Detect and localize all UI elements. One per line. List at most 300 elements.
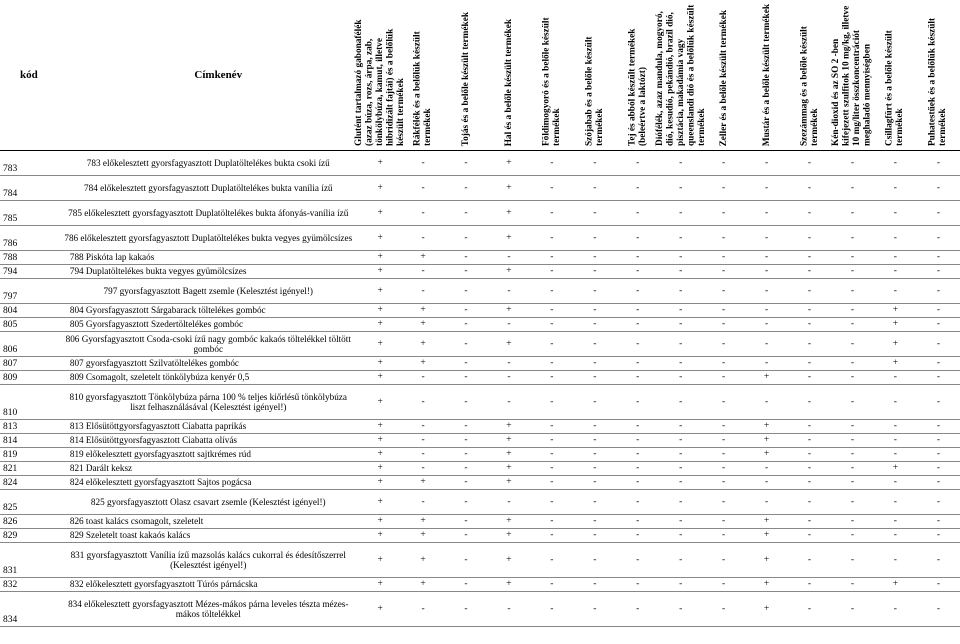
allergen-mark: - xyxy=(831,151,874,176)
allergen-mark: - xyxy=(874,265,917,279)
allergen-mark: - xyxy=(745,279,788,304)
allergen-mark: + xyxy=(487,448,530,462)
row-code: 794 xyxy=(0,265,58,279)
allergen-mark: - xyxy=(702,279,745,304)
allergen-mark: - xyxy=(573,265,616,279)
allergen-mark: + xyxy=(487,515,530,529)
table-row xyxy=(0,462,960,476)
allergen-mark: - xyxy=(487,318,530,332)
allergen-mark: - xyxy=(702,385,745,420)
row-code: 813 xyxy=(0,420,58,434)
allergen-mark: + xyxy=(874,318,917,332)
header-allergen-wrap xyxy=(530,0,573,150)
table-row xyxy=(0,592,960,627)
row-code: 804 xyxy=(0,304,58,318)
row-label: 819 előkelesztett gyorsfagyasztott sajtkrémes rúd xyxy=(58,448,359,462)
allergen-mark: - xyxy=(616,357,659,371)
row-label: 805 Gyorsfagyasztott Szedertöltelékes gombóc xyxy=(58,318,359,332)
allergen-mark: - xyxy=(659,201,702,226)
allergen-mark: - xyxy=(616,151,659,176)
allergen-mark: - xyxy=(917,176,960,201)
allergen-mark: + xyxy=(745,434,788,448)
allergen-mark: - xyxy=(616,251,659,265)
allergen-mark: - xyxy=(831,578,874,592)
allergen-mark: - xyxy=(659,318,702,332)
allergen-mark: - xyxy=(402,226,445,251)
allergen-mark: - xyxy=(573,251,616,265)
allergen-mark: - xyxy=(616,318,659,332)
allergen-mark: - xyxy=(445,279,488,304)
allergen-mark: - xyxy=(745,385,788,420)
allergen-mark: + xyxy=(359,176,402,201)
allergen-mark: + xyxy=(487,420,530,434)
allergen-mark: - xyxy=(874,176,917,201)
allergen-mark: - xyxy=(445,420,488,434)
allergen-mark: + xyxy=(402,476,445,490)
allergen-mark: - xyxy=(616,462,659,476)
allergen-mark: - xyxy=(831,265,874,279)
allergen-mark: - xyxy=(530,251,573,265)
allergen-mark: + xyxy=(359,420,402,434)
allergen-mark: - xyxy=(874,151,917,176)
header-allergen-wrap xyxy=(487,0,530,150)
row-code: 805 xyxy=(0,318,58,332)
header-row xyxy=(0,0,960,151)
allergen-mark: - xyxy=(530,578,573,592)
row-code: 784 xyxy=(0,176,58,201)
allergen-mark: - xyxy=(874,592,917,627)
allergen-mark: - xyxy=(530,318,573,332)
header-allergen-wrap xyxy=(402,0,445,150)
header-allergen-8 xyxy=(654,0,707,151)
allergen-mark: - xyxy=(745,357,788,371)
header-cimkenev: Címkenév xyxy=(58,0,359,151)
header-allergen-label: Földimogyoró és a belőle készült termékek xyxy=(541,17,562,146)
allergen-mark: - xyxy=(788,578,831,592)
allergen-mark: - xyxy=(659,332,702,357)
allergen-mark: - xyxy=(788,476,831,490)
allergen-mark: - xyxy=(788,490,831,515)
allergen-mark: + xyxy=(359,304,402,318)
allergen-mark: - xyxy=(659,529,702,543)
header-allergen-12 xyxy=(831,0,874,151)
allergen-mark: - xyxy=(616,448,659,462)
allergen-mark: - xyxy=(702,304,745,318)
row-code: 814 xyxy=(0,434,58,448)
row-code: 821 xyxy=(0,462,58,476)
allergen-mark: - xyxy=(573,529,616,543)
allergen-mark: - xyxy=(616,385,659,420)
allergen-mark: - xyxy=(788,304,831,318)
allergen-mark: - xyxy=(788,279,831,304)
allergen-mark: - xyxy=(530,226,573,251)
allergen-mark: - xyxy=(831,332,874,357)
allergen-mark: - xyxy=(788,151,831,176)
allergen-mark: + xyxy=(359,476,402,490)
allergen-mark: - xyxy=(530,543,573,578)
allergen-mark: - xyxy=(616,420,659,434)
allergen-mark: - xyxy=(831,476,874,490)
allergen-mark: - xyxy=(573,332,616,357)
allergen-mark: - xyxy=(831,420,874,434)
allergen-mark: - xyxy=(874,476,917,490)
row-label: 814 Elősütöttgyorsfagyasztott Ciabatta olívás xyxy=(58,434,359,448)
row-label: 784 előkelesztett gyorsfagyasztott Duplatöltelékes bukta vanília ízű xyxy=(58,176,359,201)
row-label: 804 Gyorsfagyasztott Sárgabarack töltelékes gombóc xyxy=(58,304,359,318)
row-label: 807 gyorsfagyasztott Szilvatöltelékes gombóc xyxy=(58,357,359,371)
allergen-mark: - xyxy=(530,201,573,226)
allergen-mark: + xyxy=(745,578,788,592)
allergen-mark: - xyxy=(917,332,960,357)
allergen-mark: - xyxy=(745,490,788,515)
allergen-mark: - xyxy=(616,490,659,515)
allergen-mark: - xyxy=(917,226,960,251)
allergen-mark: - xyxy=(616,434,659,448)
allergen-mark: - xyxy=(831,385,874,420)
allergen-mark: - xyxy=(831,318,874,332)
allergen-mark: - xyxy=(788,420,831,434)
allergen-mark: - xyxy=(445,476,488,490)
allergen-mark: - xyxy=(445,332,488,357)
allergen-mark: + xyxy=(359,226,402,251)
header-allergen-7 xyxy=(616,0,659,151)
allergen-mark: + xyxy=(487,332,530,357)
allergen-mark: - xyxy=(702,448,745,462)
allergen-mark: - xyxy=(659,226,702,251)
allergen-mark: + xyxy=(487,543,530,578)
allergen-mark: - xyxy=(402,201,445,226)
row-label: 813 Elősütöttgyorsfagyasztott Ciabatta paprikás xyxy=(58,420,359,434)
allergen-mark: - xyxy=(702,151,745,176)
row-code: 783 xyxy=(0,151,58,176)
allergen-mark: - xyxy=(788,357,831,371)
allergen-mark: - xyxy=(573,201,616,226)
row-code: 810 xyxy=(0,385,58,420)
header-allergen-wrap xyxy=(788,0,831,150)
allergen-mark: - xyxy=(788,201,831,226)
allergen-mark: - xyxy=(917,515,960,529)
row-label: 786 előkelesztett gyorsfagyasztott Duplatöltelékes bukta vegyes gyümölcsízes xyxy=(58,226,359,251)
allergen-mark: - xyxy=(530,265,573,279)
allergen-mark: + xyxy=(359,151,402,176)
allergen-mark: - xyxy=(702,529,745,543)
header-allergen-6 xyxy=(573,0,616,151)
table-row xyxy=(0,332,960,357)
allergen-mark: - xyxy=(831,490,874,515)
allergen-mark: - xyxy=(874,543,917,578)
allergen-mark: - xyxy=(616,543,659,578)
allergen-mark: - xyxy=(917,448,960,462)
row-label: 788 Piskóta lap kakaós xyxy=(58,251,359,265)
allergen-mark: - xyxy=(788,332,831,357)
allergen-mark: - xyxy=(702,515,745,529)
allergen-mark: - xyxy=(616,201,659,226)
allergen-mark: - xyxy=(573,151,616,176)
allergen-mark: - xyxy=(659,176,702,201)
allergen-mark: - xyxy=(487,357,530,371)
allergen-mark: - xyxy=(616,578,659,592)
allergen-mark: - xyxy=(530,304,573,318)
allergen-mark: + xyxy=(487,434,530,448)
allergen-mark: - xyxy=(917,420,960,434)
table-row xyxy=(0,385,960,420)
header-allergen-label: Szójabab és a belőle készült termékek xyxy=(584,36,605,146)
allergen-mark: + xyxy=(874,304,917,318)
allergen-mark: - xyxy=(831,434,874,448)
allergen-mark: + xyxy=(745,592,788,627)
header-allergen-wrap xyxy=(831,0,874,150)
header-allergen-wrap xyxy=(745,0,788,150)
allergen-mark: - xyxy=(573,543,616,578)
table-row xyxy=(0,434,960,448)
header-allergen-14 xyxy=(917,0,960,151)
allergen-mark: - xyxy=(616,265,659,279)
allergen-mark: - xyxy=(702,251,745,265)
allergen-mark: - xyxy=(831,304,874,318)
allergen-mark: - xyxy=(616,371,659,385)
allergen-mark: - xyxy=(445,371,488,385)
header-allergen-11 xyxy=(788,0,831,151)
allergen-mark: - xyxy=(487,279,530,304)
allergen-mark: - xyxy=(445,151,488,176)
table-row xyxy=(0,201,960,226)
row-code: 807 xyxy=(0,357,58,371)
allergen-mark: - xyxy=(445,357,488,371)
allergen-mark: - xyxy=(445,304,488,318)
allergen-mark: - xyxy=(917,251,960,265)
allergen-mark: - xyxy=(616,592,659,627)
allergen-mark: - xyxy=(702,226,745,251)
allergen-mark: + xyxy=(745,529,788,543)
header-allergen-5 xyxy=(530,0,573,151)
table-row xyxy=(0,265,960,279)
row-code: 824 xyxy=(0,476,58,490)
allergen-mark: - xyxy=(402,420,445,434)
allergen-mark: - xyxy=(659,279,702,304)
allergen-mark: - xyxy=(917,201,960,226)
row-label: 785 előkelesztett gyorsfagyasztott Duplatöltelékes bukta áfonyás-vanília ízű xyxy=(58,201,359,226)
row-label: 829 Szeletelt toast kakaós kalács xyxy=(58,529,359,543)
allergen-mark: - xyxy=(445,462,488,476)
row-code: 826 xyxy=(0,515,58,529)
allergen-mark: + xyxy=(402,304,445,318)
allergen-mark: - xyxy=(530,515,573,529)
allergen-mark: - xyxy=(874,529,917,543)
allergen-mark: - xyxy=(616,332,659,357)
allergen-mark: - xyxy=(745,176,788,201)
table-row xyxy=(0,357,960,371)
allergen-mark: - xyxy=(573,371,616,385)
header-allergen-13 xyxy=(874,0,917,151)
allergen-mark: + xyxy=(487,201,530,226)
allergen-mark: - xyxy=(659,385,702,420)
allergen-mark: - xyxy=(445,490,488,515)
table-row xyxy=(0,578,960,592)
allergen-mark: - xyxy=(573,476,616,490)
allergen-mark: - xyxy=(445,318,488,332)
allergen-mark: - xyxy=(702,357,745,371)
allergen-mark: - xyxy=(445,265,488,279)
allergen-mark: - xyxy=(874,226,917,251)
allergen-mark: - xyxy=(745,251,788,265)
row-label: 806 Gyorsfagyasztott Csoda-csoki ízű nagy gombóc kakaós töltelékkel töltött gombóc xyxy=(58,332,359,357)
table-row xyxy=(0,476,960,490)
header-allergen-2 xyxy=(402,0,445,151)
allergen-mark: + xyxy=(359,385,402,420)
allergen-mark: - xyxy=(788,462,831,476)
allergen-mark: + xyxy=(359,515,402,529)
allergen-mark: - xyxy=(659,578,702,592)
allergen-mark: - xyxy=(788,385,831,420)
allergen-mark: - xyxy=(788,318,831,332)
allergen-mark: - xyxy=(402,371,445,385)
allergen-mark: + xyxy=(359,371,402,385)
row-label: 794 Duplatöltelékes bukta vegyes gyümölcsízes xyxy=(58,265,359,279)
allergen-mark: + xyxy=(359,462,402,476)
allergen-mark: - xyxy=(573,279,616,304)
header-allergen-1 xyxy=(353,0,406,151)
allergen-mark: - xyxy=(917,279,960,304)
allergen-mark: - xyxy=(445,176,488,201)
allergen-mark: - xyxy=(788,226,831,251)
header-allergen-label: Puhatestűek és a belőlük készült termékek xyxy=(927,17,949,146)
allergen-mark: - xyxy=(659,357,702,371)
allergen-mark: - xyxy=(917,265,960,279)
allergen-mark: - xyxy=(831,279,874,304)
row-code: 785 xyxy=(0,201,58,226)
allergen-mark: - xyxy=(530,448,573,462)
allergen-mark: - xyxy=(831,543,874,578)
row-label: 797 gyorsfagyasztott Bagett zsemle (Kelesztést igényel!) xyxy=(58,279,359,304)
allergen-mark: - xyxy=(745,332,788,357)
allergen-mark: - xyxy=(831,448,874,462)
row-code: 832 xyxy=(0,578,58,592)
allergen-mark: - xyxy=(831,529,874,543)
table-row xyxy=(0,151,960,176)
allergen-mark: - xyxy=(530,176,573,201)
allergen-mark: - xyxy=(659,543,702,578)
allergen-mark: - xyxy=(831,515,874,529)
table-row xyxy=(0,371,960,385)
allergen-mark: + xyxy=(487,151,530,176)
row-label: 834 előkelesztett gyorsfagyasztott Mézes-mákos párna leveles tészta mézes-mákos töltelékkel xyxy=(58,592,359,627)
row-label: 810 gyorsfagyasztott Tönkölybúza párna 100 % teljes kiőrlésű tönkölybúza liszt felhasználásával (Kelesztést igényel!) xyxy=(58,385,359,420)
allergen-mark: - xyxy=(487,490,530,515)
allergen-mark: - xyxy=(702,318,745,332)
table-row xyxy=(0,318,960,332)
allergen-mark: - xyxy=(874,420,917,434)
allergen-mark: - xyxy=(874,490,917,515)
allergen-mark: - xyxy=(659,490,702,515)
header-allergen-wrap xyxy=(702,0,745,150)
allergen-mark: - xyxy=(745,304,788,318)
allergen-mark: - xyxy=(616,476,659,490)
allergen-mark: - xyxy=(917,371,960,385)
allergen-mark: - xyxy=(831,371,874,385)
header-allergen-wrap xyxy=(874,0,917,150)
row-code: 809 xyxy=(0,371,58,385)
allergen-mark: - xyxy=(573,515,616,529)
allergen-mark: - xyxy=(917,490,960,515)
allergen-mark: - xyxy=(874,279,917,304)
allergen-mark: - xyxy=(659,265,702,279)
allergen-mark: - xyxy=(702,201,745,226)
allergen-mark: + xyxy=(359,592,402,627)
allergen-mark: - xyxy=(874,201,917,226)
allergen-mark: + xyxy=(487,176,530,201)
allergen-mark: - xyxy=(702,462,745,476)
allergen-mark: + xyxy=(402,515,445,529)
allergen-mark: - xyxy=(702,434,745,448)
allergen-mark: - xyxy=(874,448,917,462)
allergen-mark: - xyxy=(530,279,573,304)
row-code: 806 xyxy=(0,332,58,357)
allergen-mark: - xyxy=(702,265,745,279)
allergen-mark: - xyxy=(917,462,960,476)
allergen-mark: - xyxy=(402,151,445,176)
allergen-mark: - xyxy=(530,529,573,543)
allergen-mark: - xyxy=(445,226,488,251)
allergen-mark: - xyxy=(745,462,788,476)
allergen-mark: - xyxy=(402,462,445,476)
header-allergen-wrap xyxy=(917,0,960,150)
header-allergen-label: Diófélék, azaz mandula, mogyoró, dió, kesudió, pekándió, brazil dió, pisztácia, makadámia vagy queenslandi dió és a belőlük készült termékek xyxy=(654,4,707,146)
allergen-mark: + xyxy=(487,265,530,279)
allergen-mark: - xyxy=(917,151,960,176)
allergen-mark: - xyxy=(402,265,445,279)
header-allergen-wrap xyxy=(616,0,659,150)
allergen-mark: - xyxy=(745,318,788,332)
allergen-mark: + xyxy=(402,318,445,332)
allergen-mark: - xyxy=(702,578,745,592)
allergen-mark: + xyxy=(402,543,445,578)
allergen-mark: - xyxy=(573,304,616,318)
allergen-mark: - xyxy=(616,226,659,251)
allergen-mark: + xyxy=(745,515,788,529)
allergen-mark: + xyxy=(359,201,402,226)
allergen-mark: - xyxy=(530,357,573,371)
allergen-mark: - xyxy=(445,578,488,592)
header-allergen-label: Tojás és a belőle készült termékek xyxy=(460,11,471,146)
table-row xyxy=(0,304,960,318)
allergen-mark: + xyxy=(359,448,402,462)
allergen-mark: + xyxy=(402,251,445,265)
allergen-mark: + xyxy=(487,304,530,318)
row-code: 797 xyxy=(0,279,58,304)
allergen-mark: - xyxy=(702,476,745,490)
allergen-mark: - xyxy=(702,592,745,627)
allergen-mark: - xyxy=(831,226,874,251)
header-allergen-label: Csillagfürt és a belőle készült termékek xyxy=(884,30,906,146)
allergen-mark: - xyxy=(445,385,488,420)
allergen-mark: - xyxy=(445,592,488,627)
allergen-mark: - xyxy=(831,201,874,226)
allergen-mark: - xyxy=(445,448,488,462)
allergen-mark: - xyxy=(702,420,745,434)
allergen-mark: - xyxy=(788,251,831,265)
row-code: 831 xyxy=(0,543,58,578)
header-allergen-3 xyxy=(445,0,488,151)
allergen-mark: - xyxy=(573,420,616,434)
header-allergen-4 xyxy=(487,0,530,151)
allergen-mark: - xyxy=(745,476,788,490)
allergen-mark: - xyxy=(487,592,530,627)
allergen-mark: + xyxy=(359,529,402,543)
allergen-mark: - xyxy=(573,226,616,251)
allergen-mark: + xyxy=(745,420,788,434)
allergen-mark: - xyxy=(874,515,917,529)
allergen-mark: - xyxy=(917,385,960,420)
